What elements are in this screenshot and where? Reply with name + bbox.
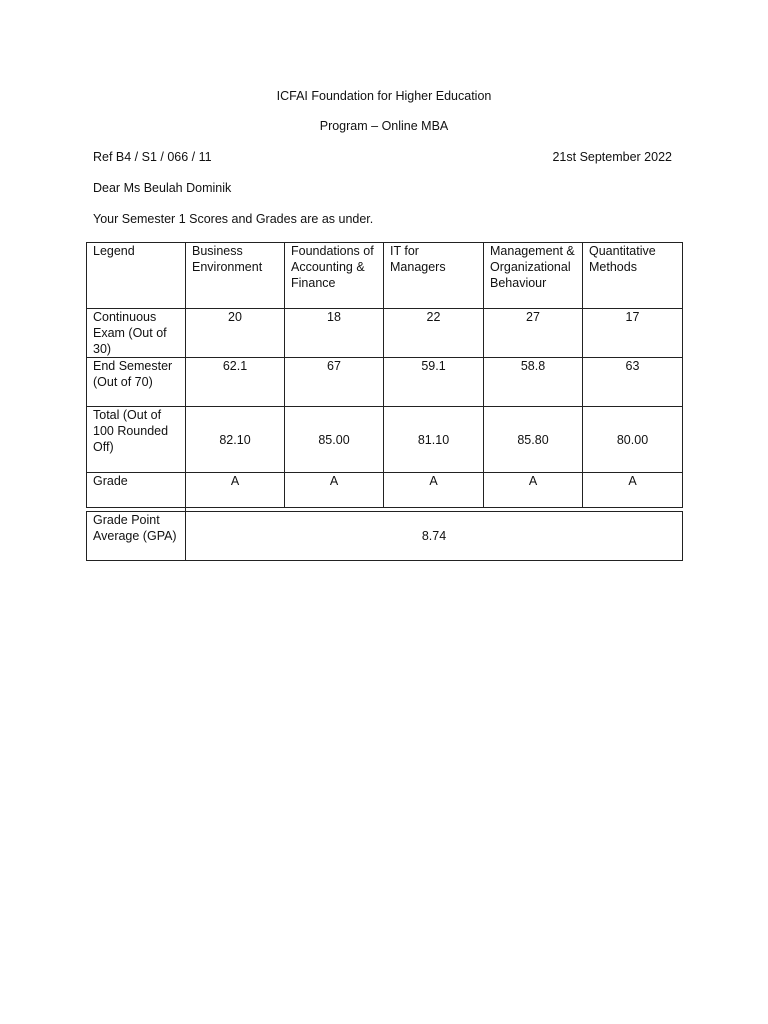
grade-cell: A <box>484 473 583 508</box>
table-header-row <box>87 243 683 309</box>
header-cell-subject: Management & Organizational Behaviour <box>484 243 583 309</box>
score-cell: 63 <box>583 358 683 407</box>
score-cell: 59.1 <box>384 358 484 407</box>
score-cell: 27 <box>484 309 583 358</box>
grade-cell: A <box>186 473 285 508</box>
table-row <box>87 309 683 358</box>
program-title: Program – Online MBA <box>319 119 449 133</box>
score-cell: 67 <box>285 358 384 407</box>
letter-date: 21st September 2022 <box>552 150 672 164</box>
score-cell: 20 <box>186 309 285 358</box>
gpa-row <box>87 512 683 561</box>
grade-cell: A <box>285 473 384 508</box>
table-row <box>87 473 683 508</box>
grade-cell: A <box>384 473 484 508</box>
score-cell: 62.1 <box>186 358 285 407</box>
row-label: Grade <box>87 473 186 508</box>
scores-table <box>86 242 683 561</box>
table-row <box>87 358 683 407</box>
score-cell: 17 <box>583 309 683 358</box>
row-label: End Semester (Out of 70) <box>87 358 186 407</box>
row-label: Continuous Exam (Out of 30) <box>87 309 186 358</box>
score-cell: 22 <box>384 309 484 358</box>
intro-text: Your Semester 1 Scores and Grades are as under. <box>93 212 374 226</box>
header-cell-legend: Legend <box>87 243 186 309</box>
score-cell: 58.8 <box>484 358 583 407</box>
institution-title: ICFAI Foundation for Higher Education <box>276 89 492 103</box>
score-cell: 18 <box>285 309 384 358</box>
reference-number: Ref B4 / S1 / 066 / 11 <box>93 150 212 164</box>
gpa-label: Grade Point Average (GPA) <box>87 512 186 561</box>
grade-cell: A <box>583 473 683 508</box>
score-cell: 81.10 <box>384 407 484 473</box>
header-cell-subject: Foundations of Accounting & Finance <box>285 243 384 309</box>
gpa-value: 8.74 <box>186 512 683 561</box>
score-cell: 85.80 <box>484 407 583 473</box>
header-cell-subject: Quantitative Methods <box>583 243 683 309</box>
table-row <box>87 407 683 473</box>
header-cell-subject: IT for Managers <box>384 243 484 309</box>
salutation: Dear Ms Beulah Dominik <box>93 181 232 195</box>
score-cell: 82.10 <box>186 407 285 473</box>
header-cell-subject: Business Environment <box>186 243 285 309</box>
score-cell: 85.00 <box>285 407 384 473</box>
score-cell: 80.00 <box>583 407 683 473</box>
row-label: Total (Out of 100 Rounded Off) <box>87 407 186 473</box>
